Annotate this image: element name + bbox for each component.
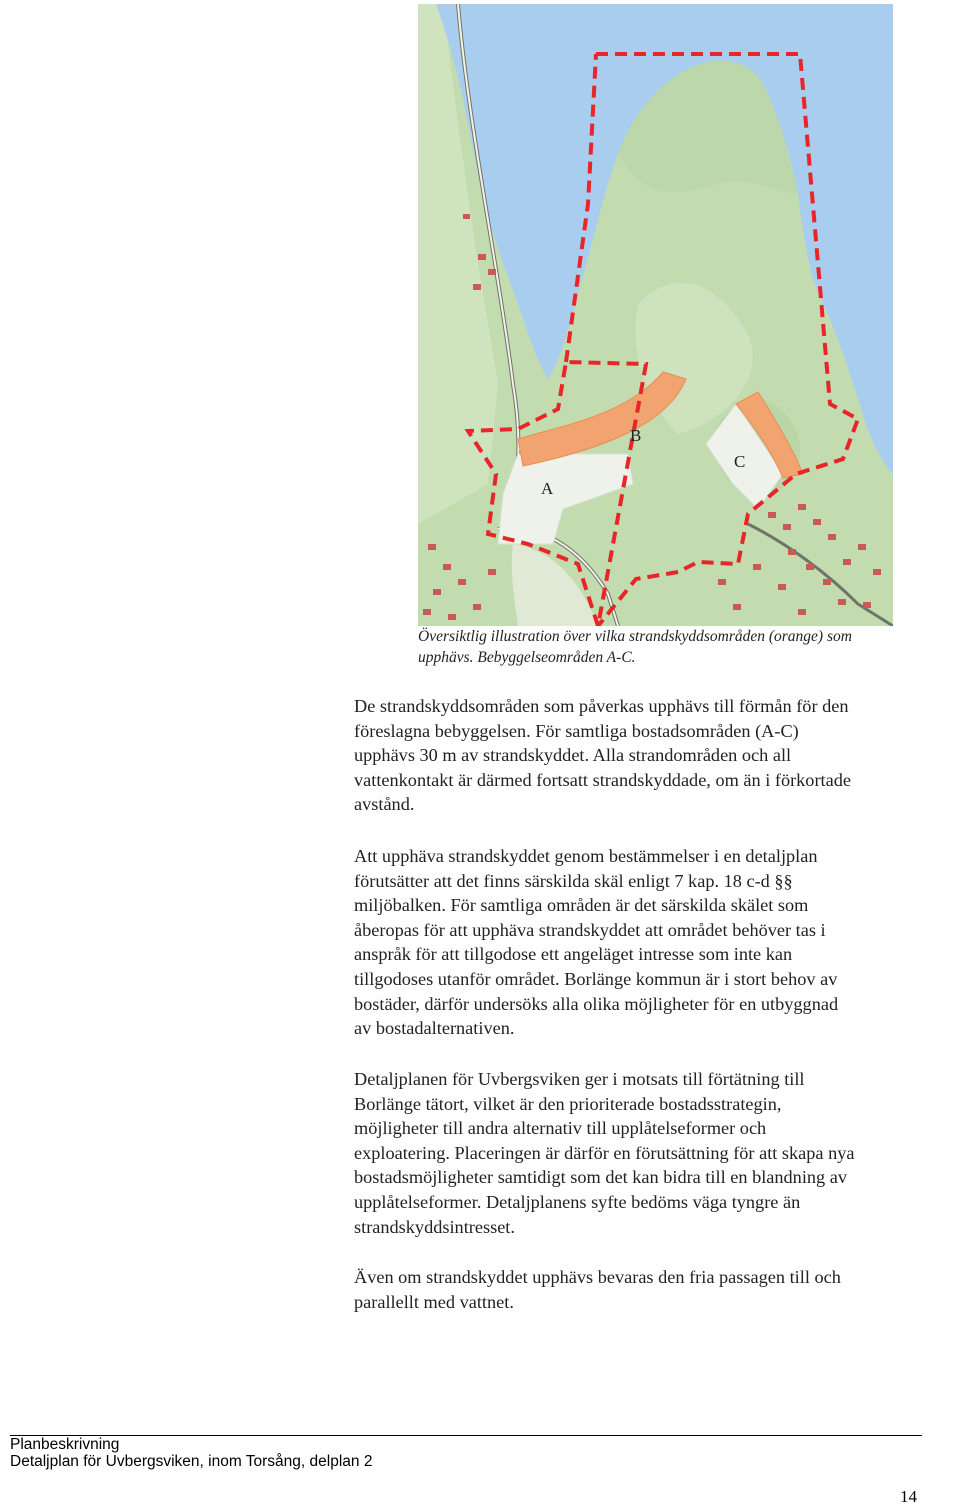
map-label-b: B — [630, 426, 642, 445]
text-line: Även om strandskyddet upphävs bevaras den fria passagen till och — [354, 1267, 841, 1287]
text-line: strandskyddsintresset. — [354, 1216, 515, 1237]
text-line: vattenkontakt är därmed fortsatt strandskyddade, om än i förkortade — [354, 769, 851, 790]
text-line: miljöbalken. För samtliga områden är det särskilda skälet som — [354, 895, 809, 916]
text-line: Att upphäva strandskyddet genom bestämmelser i en detaljplan — [354, 846, 818, 866]
text-line: parallellt med vattnet. — [354, 1291, 514, 1312]
text-line: förutsätter att det finns särskilda skäl enligt 7 kap. 18 c-d §§ — [354, 870, 793, 891]
text-line: åberopas för att upphäva strandskyddet att området behöver tas i — [354, 919, 826, 940]
footer-doc-type: Planbeskrivning — [10, 1436, 120, 1453]
text-line: möjligheter till andra alternativ till upplåtelseformer och — [354, 1118, 767, 1139]
text-line: exploatering. Placeringen är därför en förutsättning för att skapa nya — [354, 1142, 855, 1163]
text-line: tillgodoses utanför området. Borlänge kommun är i stort behov av — [354, 968, 838, 989]
map-label-c: C — [734, 452, 746, 471]
paragraph-1 — [354, 694, 954, 817]
caption-line: Översiktlig illustration över vilka strandskyddsområden (orange) som — [418, 628, 852, 645]
map-caption — [418, 626, 918, 668]
page-number: 14 — [900, 1487, 917, 1506]
text-line: Borlänge tätort, vilket är den prioriterade bostadsstrategin, — [354, 1093, 782, 1114]
footer-doc-title: Detaljplan för Uvbergsviken, inom Torsång, delplan 2 — [10, 1453, 373, 1470]
text-line: bostadsmöjligheter samtidigt som det kan bidra till en blandning av — [354, 1167, 848, 1188]
text-line: anspråk för att tillgodose ett angeläget intresse som inte kan — [354, 944, 793, 965]
text-line: upplåtelseformer. Detaljplanens syfte bedöms väga tyngre än — [354, 1191, 801, 1212]
paragraph-2 — [354, 844, 954, 1041]
text-line: Detaljplanen för Uvbergsviken ger i motsats till förtätning till — [354, 1069, 805, 1089]
text-line: föreslagna bebyggelsen. För samtliga bostadsområden (A-C) — [354, 720, 799, 741]
site-map — [418, 4, 893, 626]
text-line: av bostadalternativen. — [354, 1018, 515, 1039]
map-label-a: A — [541, 479, 554, 498]
paragraph-4 — [354, 1265, 954, 1314]
text-line: avstånd. — [354, 794, 415, 815]
text-line: upphävs 30 m av strandskyddet. Alla strandområden och all — [354, 745, 792, 766]
footer-divider — [10, 1435, 922, 1436]
caption-line: upphävs. Bebyggelseområden A-C. — [418, 649, 636, 666]
text-line: De strandskyddsområden som påverkas upphävs till förmån för den — [354, 696, 849, 716]
paragraph-3 — [354, 1067, 954, 1239]
text-line: bostäder, därför undersöks alla olika möjligheter för en utbyggnad — [354, 993, 839, 1014]
